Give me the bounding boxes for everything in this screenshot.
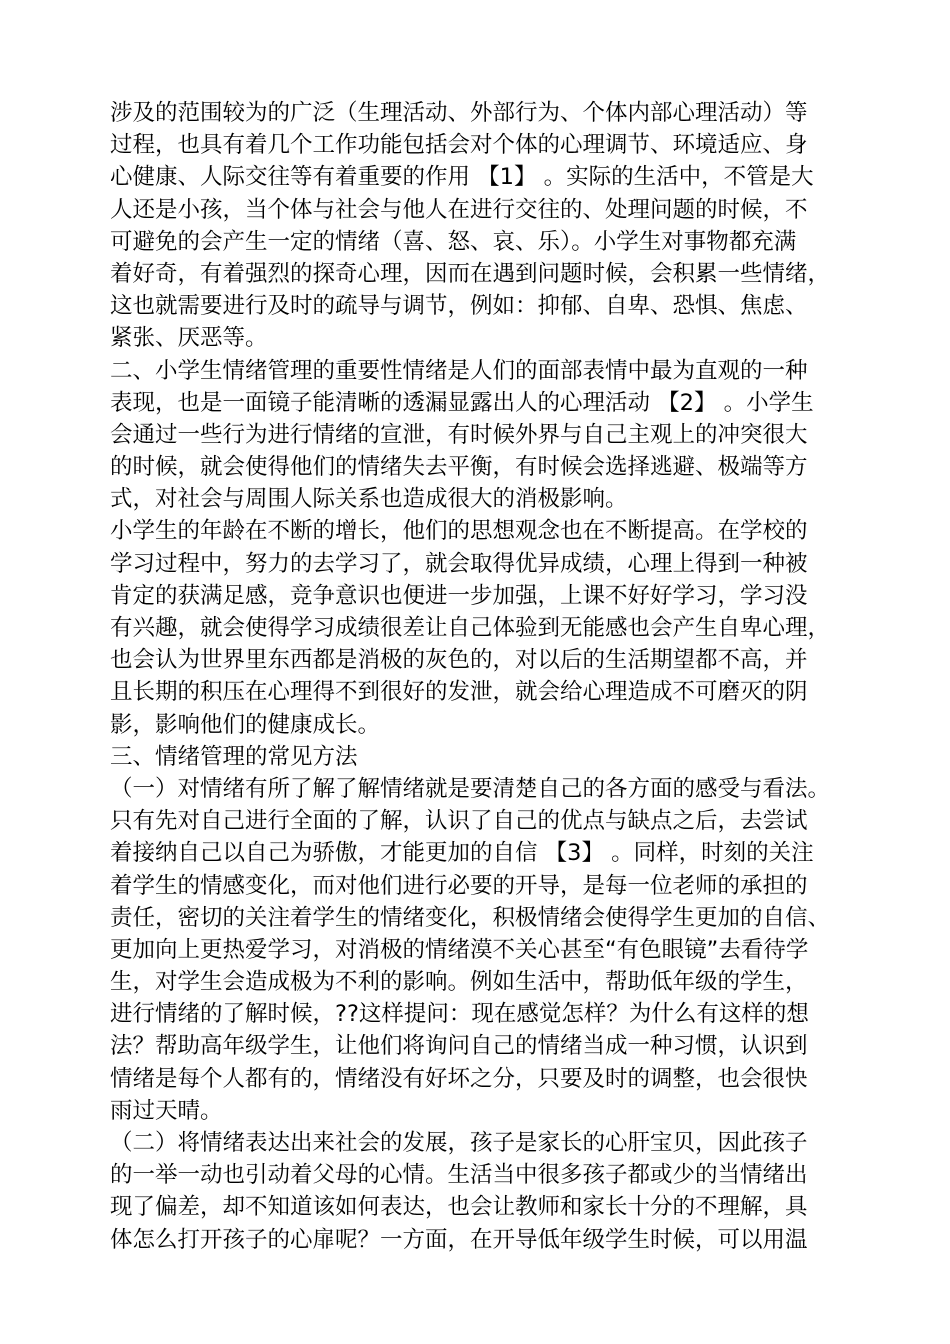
text-line: 法？帮助高年级学生，让他们将询问自己的情绪当成一种习惯，认识到 (110, 1033, 808, 1060)
text-line: 涉及的范围较为的广泛（生理活动、外部行为、个体内部心理活动）等 (110, 100, 808, 126)
text-line: 可避免的会产生一定的情绪（喜、怒、哀、乐）。小学生对事物都充满 (110, 228, 797, 255)
text-line: 式，对社会与周围人际关系也造成很大的消极影响。 (110, 486, 628, 513)
text-line: 也会认为世界里东西都是消极的灰色的，对以后的生活期望都不高，并 (110, 647, 808, 674)
text-line: 情绪是每个人都有的，情绪没有好坏之分，只要及时的调整，也会很快 (110, 1065, 808, 1092)
section-heading: 三、情绪管理的常见方法 (110, 743, 358, 770)
text-line: 责任，密切的关注着学生的情绪变化，积极情绪会使得学生更加的自信、 (110, 904, 831, 931)
text-line: 过程，也具有着几个工作功能包括会对个体的心理调节、环境适应、身 (110, 132, 808, 159)
subsection-heading-line: （一）对情绪有所了解了解情绪就是要清楚自己的各方面的感受与看法。 (110, 775, 831, 802)
text-line: 现了偏差，却不知道该如何表达，也会让教师和家长十分的不理解，具 (110, 1194, 808, 1221)
text-line: 心健康、人际交往等有着重要的作用 【1】 。实际的生活中，不管是大 (110, 164, 814, 191)
text-line: 着接纳自己以自己为骄傲，才能更加的自信 【3】 。同样，时刻的关注 (110, 840, 814, 867)
text-line: 更加向上更热爱学习，对消极的情绪漠不关心甚至“有色眼镜”去看待学 (110, 936, 809, 963)
body-text (110, 97, 850, 1256)
text-line: 且长期的积压在心理得不到很好的发泄，就会给心理造成不可磨灭的阴 (110, 679, 808, 706)
text-line: 有兴趣，就会使得学习成绩很差让自己体验到无能感也会产生自卑心理， (110, 615, 831, 641)
text-line: 紧张、厌恶等。 (110, 325, 268, 352)
text-line: 进行情绪的了解时候，??这样提问：现在感觉怎样？为什么有这样的想 (110, 1001, 809, 1028)
text-line: 只有先对自己进行全面的了解，认识了自己的优点与缺点之后，去尝试 (110, 808, 808, 835)
text-line: 生，对学生会造成极为不利的影响。例如生活中，帮助低年级的学生， (110, 969, 808, 996)
text-line: 会通过一些行为进行情绪的宣泄，有时候外界与自己主观上的冲突很大 (110, 421, 808, 448)
text-line: 雨过天晴。 (110, 1097, 223, 1124)
text-line: 肯定的获满足感，竞争意识也便进一步加强，上课不好好学习，学习没 (110, 582, 808, 609)
text-line: 的一举一动也引动着父母的心情。生活当中很多孩子都或少的当情绪出 (110, 1162, 808, 1189)
text-line: 影，影响他们的健康成长。 (110, 711, 381, 738)
section-heading-line: 二、小学生情绪管理的重要性情绪是人们的面部表情中最为直观的一种 (110, 357, 808, 384)
text-line: 人还是小孩，当个体与社会与他人在进行交往的、处理问题的时候，不 (110, 196, 808, 223)
text-line: 这也就需要进行及时的疏导与调节，例如：抑郁、自卑、恐惧、焦虑、 (110, 293, 808, 320)
text-line: 体怎么打开孩子的心扉呢？一方面，在开导低年级学生时候，可以用温 (110, 1226, 808, 1253)
text-line: 表现，也是一面镜子能清晰的透漏显露出人的心理活动 【2】 。小学生 (110, 389, 814, 416)
subsection-heading-line: （二）将情绪表达出来社会的发展，孩子是家长的心肝宝贝，因此孩子 (110, 1130, 808, 1156)
text-line: 小学生的年龄在不断的增长，他们的思想观念也在不断提高。在学校的 (110, 518, 808, 545)
text-line: 学习过程中，努力的去学习了，就会取得优异成绩，心理上得到一种被 (110, 550, 808, 577)
text-line: 的时候，就会使得他们的情绪失去平衡，有时候会选择逃避、极端等方 (110, 454, 808, 481)
text-line: 着好奇，有着强烈的探奇心理，因而在遇到问题时候，会积累一些情绪， (110, 260, 831, 287)
text-line: 着学生的情感变化，而对他们进行必要的开导，是每一位老师的承担的 (110, 872, 808, 899)
